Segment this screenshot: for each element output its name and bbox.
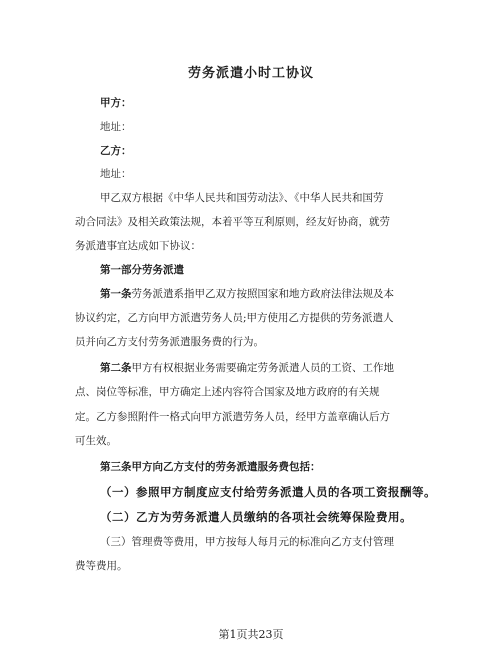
article-1-text: 劳务派遣系指甲乙双方按照国家和地方政府法律法规及本 [131,288,394,300]
article-1-line: 员并向乙方支付劳务派遣服务费的行为。 [75,336,264,348]
party-b-address: 地址： [100,168,132,180]
intro-line: 动合同法》及相关政策法规，本着平等互利原则，经友好协商，就劳 [75,216,390,228]
article-3-heading: 第三条甲方向乙方支付的劳务派遣服务费包括： [100,461,321,473]
intro-line: 务派遣事宜达成如下协议： [75,240,201,252]
fee-item-3: （三）管理费等费用，甲方按每人每月元的标准向乙方支付管理 [100,536,394,548]
document-title: 劳务派遣小时工协议 [187,66,314,81]
part1-heading: 第一部分劳务派遣 [100,264,184,276]
article-1-line [100,287,394,301]
fee-item-3: 费等费用。 [75,560,128,572]
party-a-address: 地址： [100,121,132,133]
party-a-label: 甲方： [100,97,132,109]
article-2-line [100,361,394,375]
fee-item-1: （一）参照甲方制度应支付给劳务派遣人员的各项工资报酬等。 [100,485,436,499]
party-b-label: 乙方： [100,145,132,157]
intro-line: 甲乙双方根据《中华人民共和国劳动法》、《中华人民共和国劳 [100,192,384,204]
article-2-lead: 第二条 [100,362,132,374]
article-1-lead: 第一条 [100,288,132,300]
article-1-line: 协议约定，乙方向甲方派遣劳务人员;甲方使用乙方提供的劳务派遣人 [75,312,394,324]
fee-item-2: （二）乙方为劳务派遣人员缴纳的各项社会统筹保险费用。 [100,510,412,524]
page-number: 第1页共23页 [218,628,284,641]
article-2-line: 定。乙方参照附件一格式向甲方派遣劳务人员，经甲方盖章确认后方 [75,411,390,423]
article-2-text: 甲方有权根据业务需要确定劳务派遣人员的工资、工作地 [131,362,394,374]
article-2-line: 可生效。 [75,435,117,447]
article-2-line: 点、岗位等标准，甲方确定上述内容符合国家及地方政府的有关规 [75,386,380,398]
